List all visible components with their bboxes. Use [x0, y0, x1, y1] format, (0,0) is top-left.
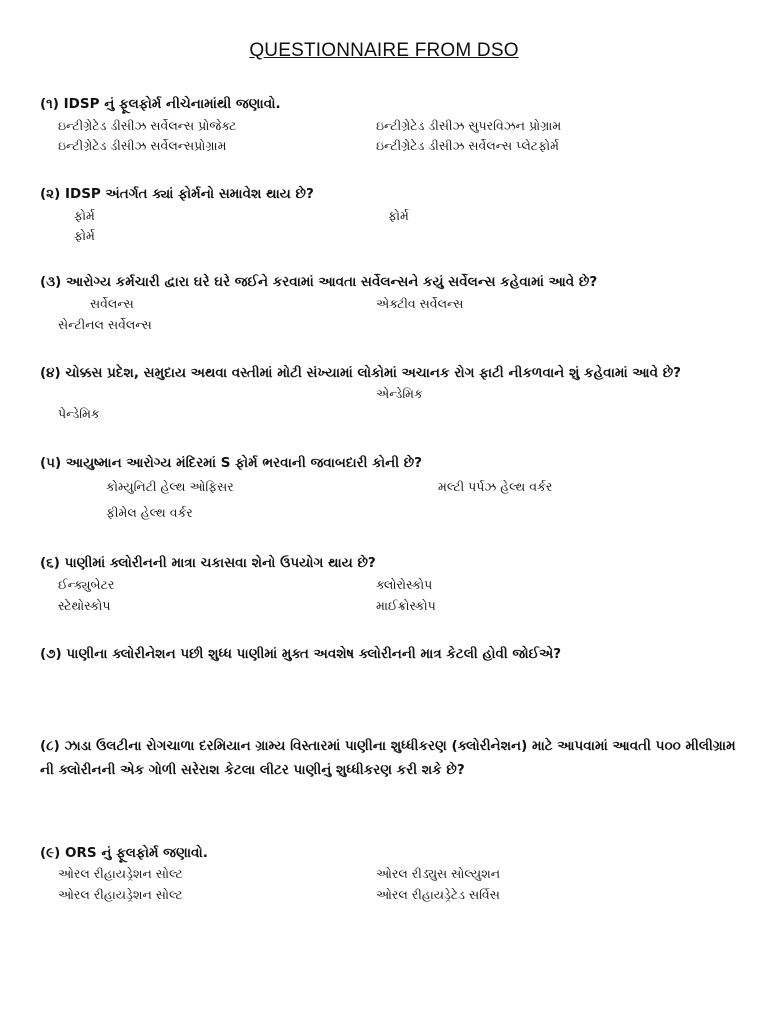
question-3: (૩) આરોગ્ય કર્મચારી દ્વારા ઘરે ઘરે જઈને કરવામાં આવતા સર્વેલન્સને કયું સર્વેલન્સ કહેવામાં આવે છે? — [40, 274, 598, 290]
question-1-option-a: ઇન્ટીગ્રેટેડ ડીસીઝ સર્વેલન્સ પ્રોજેક્ટ — [58, 118, 237, 133]
question-4: (૪) ચોક્કસ પ્રદેશ, સમુદાય અથવા વસ્તીમાં મોટી સંખ્યામાં લોકોમાં અચાનક રોગ ફાટી નીકળવાને શું કહેવામાં આવે છે? — [40, 365, 681, 381]
question-1-option-d: ઇન્ટીગ્રેટેડ ડીસીઝ સર્વેલન્સ પ્લેટફોર્મ — [376, 138, 559, 153]
question-6-option-d: માઈક્રોસ્કોપ — [376, 598, 436, 613]
question-6-option-a: ઈન્ક્યુબેટર — [58, 577, 115, 592]
question-3-option-b: એક્ટીવ સર્વેલન્સ — [376, 296, 464, 311]
question-2-option-b: ફોર્મ — [388, 208, 409, 223]
question-6: (૬) પાણીમાં ક્લોરીનની માત્રા ચકાસવા શેનો ઉપયોગ થાય છે? — [40, 555, 376, 571]
question-1: (૧) IDSP નું ફૂલફોર્મ નીચેનામાંથી જણાવો. — [40, 96, 281, 112]
question-2-option-a: ફોર્મ — [74, 208, 95, 223]
question-6-option-c: સ્ટેથોસ્કોપ — [58, 598, 111, 613]
question-8: (૮) ઝાડા ઉલટીના રોગચાળા દરમિયાન ગ્રામ્ય વિસ્તારમાં પાણીના શુધ્ધીકરણ (ક્લોરીનેશન) માટે આપવામાં આવતી ૫૦૦ મીલીગ્રામ ની ક્લોરીનની એક ગોળી સરેરાશ કેટલા લીટર પાણીનું શુધ્ધીકરણ કરી શકે છે? — [40, 738, 736, 778]
question-3-option-c: સેન્ટીનલ સર્વેલન્સ — [58, 317, 152, 332]
question-5-option-b: મલ્ટી પર્પઝ હેલ્થ વર્કર — [438, 479, 553, 494]
question-5: (૫) આયુષ્માન આરોગ્ય મંદિરમાં S ફોર્મ ભરવાની જવાબદારી કોની છે? — [40, 455, 423, 471]
question-9-option-a: ઓરલ રીહાયડ્રેશન સોલ્ટ — [58, 866, 183, 881]
page-title: QUESTIONNAIRE FROM DSO — [249, 40, 519, 61]
question-6-option-b: ક્લોરોસ્કોપ — [376, 577, 433, 592]
question-9-option-b: ઓરલ રીડ્યુસ સોલ્યુશન — [376, 866, 501, 881]
question-2-option-c: ફોર્મ — [74, 228, 95, 243]
question-2: (૨) IDSP અંતર્ગત ક્યાં ફોર્મનો સમાવેશ થાય છે? — [40, 186, 314, 202]
question-9: (૯) ORS નું ફૂલફોર્મ જણાવો. — [40, 845, 208, 861]
question-4-option-b: પેન્ડેમિક — [58, 406, 100, 421]
question-1-option-c: ઇન્ટીગ્રેટેડ ડીસીઝ સર્વેલન્સપ્રોગ્રામ — [58, 138, 227, 153]
question-3-option-a: સર્વેલન્સ — [90, 296, 134, 311]
question-5-option-a: કોમ્યુનિટી હેલ્થ ઓફિસર — [106, 479, 234, 494]
question-5-option-c: ફીમેલ હેલ્થ વર્કર — [106, 505, 193, 520]
question-9-option-c: ઓરલ રીહાયડ્રેશન સોલ્ટ — [58, 887, 183, 902]
question-9-option-d: ઓરલ રીહાયડ્રેટેડ સર્વિસ — [376, 887, 500, 902]
question-4-option-a: એન્ડેમિક — [376, 386, 423, 401]
question-7: (૭) પાણીના ક્લોરીનેશન પછી શુધ્ધ પાણીમાં મુક્ત અવશેષ ક્લોરીનની માત્ર કેટલી હોવી જોઈએ? — [40, 646, 562, 662]
question-1-option-b: ઇન્ટીગ્રેટેડ ડીસીઝ સુપરવિઝન પ્રોગ્રામ — [376, 118, 562, 133]
